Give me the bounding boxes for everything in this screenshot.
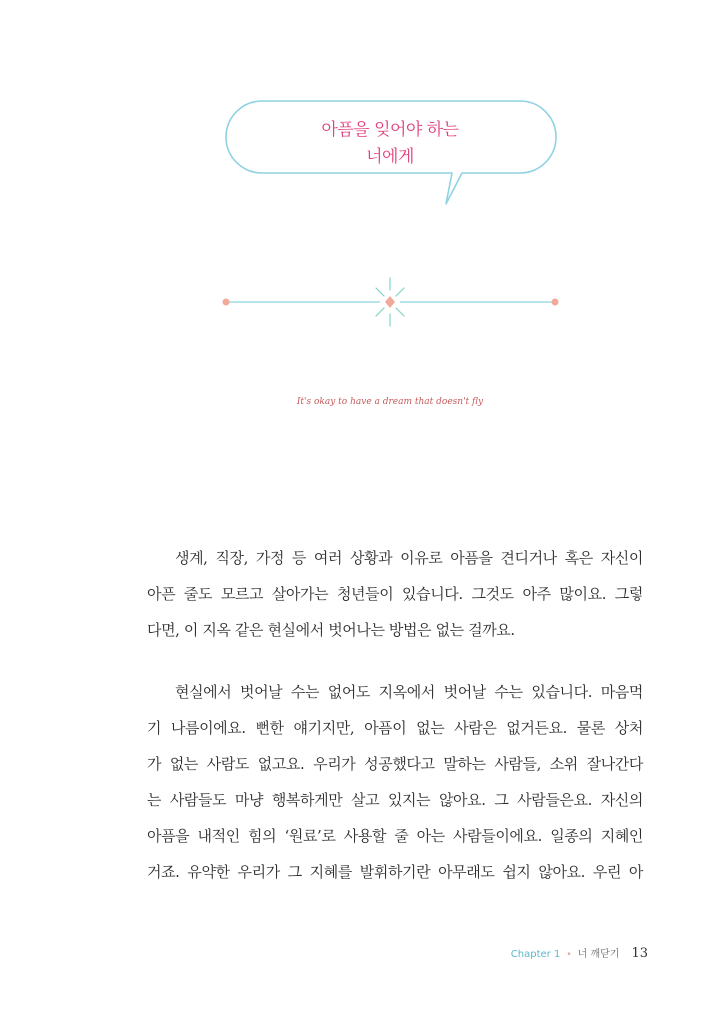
paragraph-line: 생계, 직장, 가정 등 여러 상황과 이유로 아픔을 견디거나 혹은 자신이	[175, 549, 643, 567]
bullet-separator-icon: •	[566, 950, 572, 960]
paragraph-2	[147, 674, 643, 890]
ornament-dot-left	[223, 299, 230, 306]
section-label: 너 깨닫기	[577, 949, 620, 960]
ornament-diamond	[385, 296, 395, 308]
paragraph-line: 아픔을 내적인 힘의 ‘원료’로 사용할 줄 아는 사람들이에요. 일종의 지혜인	[147, 827, 643, 845]
paragraph-line: 기 나름이에요. 뻔한 얘기지만, 아픔이 없는 사람은 없거든요. 물론 상처	[147, 719, 643, 737]
paragraph-line: 가 없는 사람도 없고요. 우리가 성공했다고 말하는 사람들, 소위 잘나간다	[147, 755, 643, 773]
paragraph-line: 다면, 이 지옥 같은 현실에서 벗어나는 방법은 없는 걸까요.	[147, 621, 515, 639]
bubble-title	[240, 117, 540, 171]
page-number: 13	[631, 946, 648, 961]
ornament-divider	[223, 278, 559, 326]
paragraph-line: 는 사람들도 마냥 행복하게만 살고 있지는 않아요. 그 사람들은요. 자신의	[147, 791, 643, 809]
body-text	[147, 540, 643, 916]
bubble-title-line1: 아픔을 잊어야 하는	[321, 120, 459, 140]
paragraph-line: 현실에서 벗어날 수는 없어도 지옥에서 벗어날 수는 있습니다. 마음먹	[175, 683, 643, 701]
english-subtitle: It's okay to have a dream that doesn't fly	[296, 397, 484, 407]
bubble-title-line2: 너에게	[366, 147, 414, 167]
chapter-label: Chapter 1	[510, 949, 561, 960]
ornament-rays	[376, 278, 404, 326]
paragraph-line: 거죠. 유약한 우리가 그 지혜를 발휘하기란 아무래도 쉽지 않아요. 우린 아	[147, 863, 643, 881]
page-footer	[420, 945, 648, 961]
ornament-dot-right	[552, 299, 559, 306]
paragraph-line: 아픈 줄도 모르고 살아가는 청년들이 있습니다. 그것도 아주 많이요. 그렇	[147, 585, 643, 603]
paragraph-1	[147, 540, 643, 648]
